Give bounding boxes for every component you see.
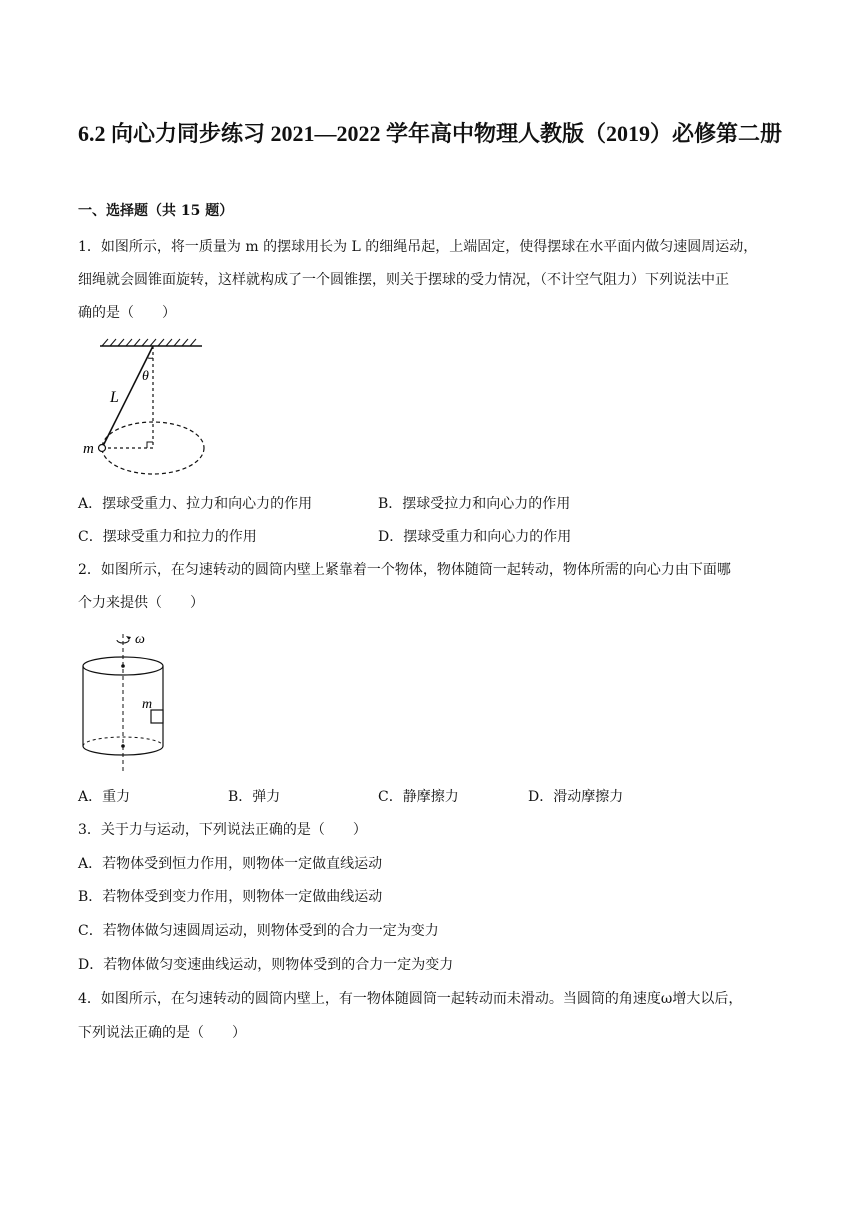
rotating-cylinder-diagram bbox=[80, 630, 180, 775]
q1-stem-line-3: 确的是（ ） bbox=[78, 305, 176, 321]
q2-stem-line-2: 个力来提供（ ） bbox=[78, 595, 204, 611]
length-label: L bbox=[110, 389, 119, 406]
q2-option-b[interactable]: B．弹力 bbox=[228, 789, 281, 805]
conical-pendulum-figure bbox=[80, 334, 210, 479]
q4-stem-line-2: 下列说法正确的是（ ） bbox=[78, 1025, 246, 1041]
mass-label: m bbox=[142, 697, 153, 712]
mass-label: m bbox=[83, 441, 94, 457]
conical-pendulum-diagram bbox=[80, 334, 210, 479]
q4-stem-line-1: 4．如图所示，在匀速转动的圆筒内壁上，有一物体随圆筒一起转动而未滑动。当圆筒的角速度ω增大以后， bbox=[78, 991, 743, 1007]
q1-option-a[interactable]: A．摆球受重力、拉力和向心力的作用 bbox=[78, 496, 313, 512]
section-heading: 一、选择题（共 15 题） bbox=[78, 203, 234, 219]
q2-option-d[interactable]: D．滑动摩擦力 bbox=[528, 789, 624, 805]
q3-option-d[interactable]: D．若物体做匀变速曲线运动，则物体受到的合力一定为变力 bbox=[78, 957, 454, 973]
q1-option-c[interactable]: C．摆球受重力和拉力的作用 bbox=[78, 529, 257, 545]
q3-option-c[interactable]: C．若物体做匀速圆周运动，则物体受到的合力一定为变力 bbox=[78, 923, 439, 939]
q1-option-d[interactable]: D．摆球受重力和向心力的作用 bbox=[378, 529, 572, 545]
q2-option-a[interactable]: A．重力 bbox=[78, 789, 131, 805]
page-title: 6.2 向心力同步练习 2021—2022 学年高中物理人教版（2019）必修第二册 bbox=[78, 121, 783, 146]
angle-label: θ bbox=[142, 369, 149, 384]
q3-option-b[interactable]: B．若物体受到变力作用，则物体一定做曲线运动 bbox=[78, 889, 383, 905]
q2-stem-line-1: 2．如图所示，在匀速转动的圆筒内壁上紧靠着一个物体，物体随筒一起转动，物体所需的向心力由下面哪 bbox=[78, 562, 731, 578]
rotating-cylinder-figure bbox=[80, 630, 180, 775]
q3-stem: 3．关于力与运动，下列说法正确的是（ ） bbox=[78, 822, 367, 838]
q1-option-b[interactable]: B．摆球受拉力和向心力的作用 bbox=[378, 496, 571, 512]
omega-label: ω bbox=[135, 632, 145, 647]
q1-stem-line-1: 1．如图所示，将一质量为 m 的摆球用长为 L 的细绳吊起，上端固定，使得摆球在水平面内做匀速圆周运动， bbox=[78, 239, 758, 255]
q2-option-c[interactable]: C．静摩擦力 bbox=[378, 789, 459, 805]
q3-option-a[interactable]: A．若物体受到恒力作用，则物体一定做直线运动 bbox=[78, 856, 383, 872]
q1-stem-line-2: 细绳就会圆锥面旋转，这样就构成了一个圆锥摆，则关于摆球的受力情况，（不计空气阻力）下列说法中正 bbox=[78, 272, 729, 288]
